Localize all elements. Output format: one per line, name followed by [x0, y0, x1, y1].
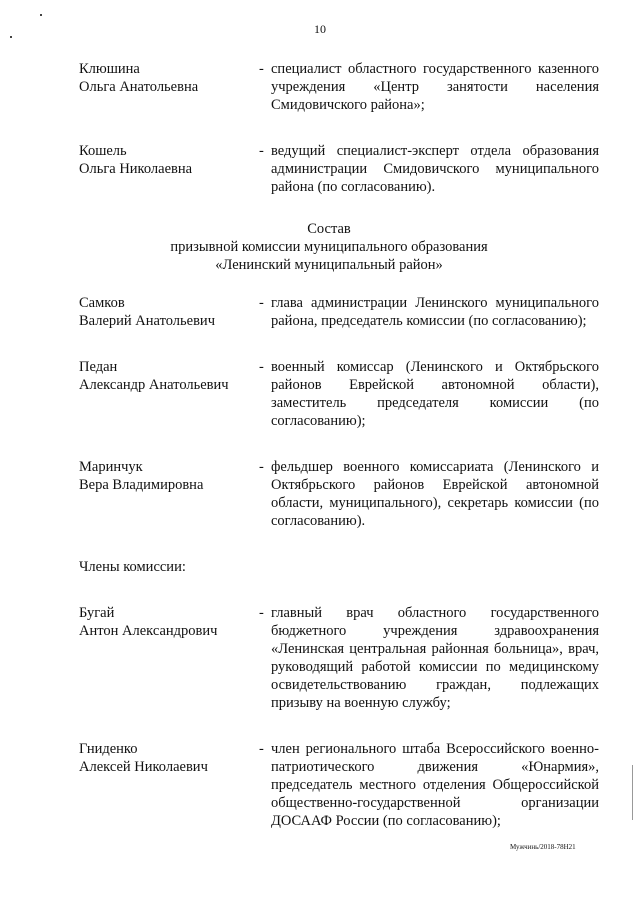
- document-body: [79, 60, 599, 830]
- person-role: - член регионального штаба Всероссийского военно-патриотического движения «Юнармия», председатель местного отделения Общероссийской общественно-государственной организации ДОСААФ России (по согласованию);: [259, 741, 599, 829]
- section-heading: Состав призывной комиссии муниципального образования «Ленинский муниципальный район»: [170, 221, 488, 273]
- person-role: - фельдшер военного комиссариата (Ленинского и Октябрьского районов Еврейской автономной области, муниципального), секретарь комиссии (по согласованию).: [259, 459, 599, 529]
- person-role: - военный комиссар (Ленинского и Октябрьского районов Еврейской автономной области), заместитель председателя комиссии (по согласованию);: [259, 359, 599, 429]
- list-item: [79, 740, 599, 830]
- person-name: Кошель Ольга Николаевна: [79, 143, 193, 177]
- members-label: Члены комиссии:: [79, 559, 186, 575]
- list-item: [79, 60, 599, 114]
- list-item: [79, 142, 599, 196]
- list-item: [79, 358, 599, 430]
- person-name: Бугай Антон Александрович: [79, 605, 218, 639]
- person-role: - специалист областного государственного казенного учреждения «Центр занятости населения Смидовичского района»;: [259, 61, 599, 113]
- person-name: Самков Валерий Анатольевич: [79, 295, 215, 329]
- page-number: 10: [314, 22, 326, 36]
- person-role: - ведущий специалист-эксперт отдела образования администрации Смидовичского муниципального района (по согласованию).: [259, 143, 599, 195]
- person-role: - главный врач областного государственного бюджетного учреждения здравоохранения «Ленинская центральная районная больница», врач, руководящий работой комиссии по медицинскому освидетельствованию граждан, подлежащих призыву на военную службу;: [259, 605, 599, 711]
- scan-mark: [10, 36, 12, 38]
- person-role: - глава администрации Ленинского муниципального района, председатель комиссии (по согласованию);: [259, 295, 599, 329]
- person-name: Маринчук Вера Владимировна: [79, 459, 204, 493]
- person-name: Педан Александр Анатольевич: [79, 359, 229, 393]
- document-code: Мужчинь/2018-78Н21: [510, 843, 576, 851]
- list-item: [79, 294, 599, 330]
- list-item: [79, 604, 599, 712]
- person-name: Клюшина Ольга Анатольевна: [79, 61, 199, 95]
- person-name: Гниденко Алексей Николаевич: [79, 741, 208, 775]
- scan-mark: [40, 14, 42, 16]
- list-item: [79, 458, 599, 530]
- scan-mark: [632, 765, 633, 820]
